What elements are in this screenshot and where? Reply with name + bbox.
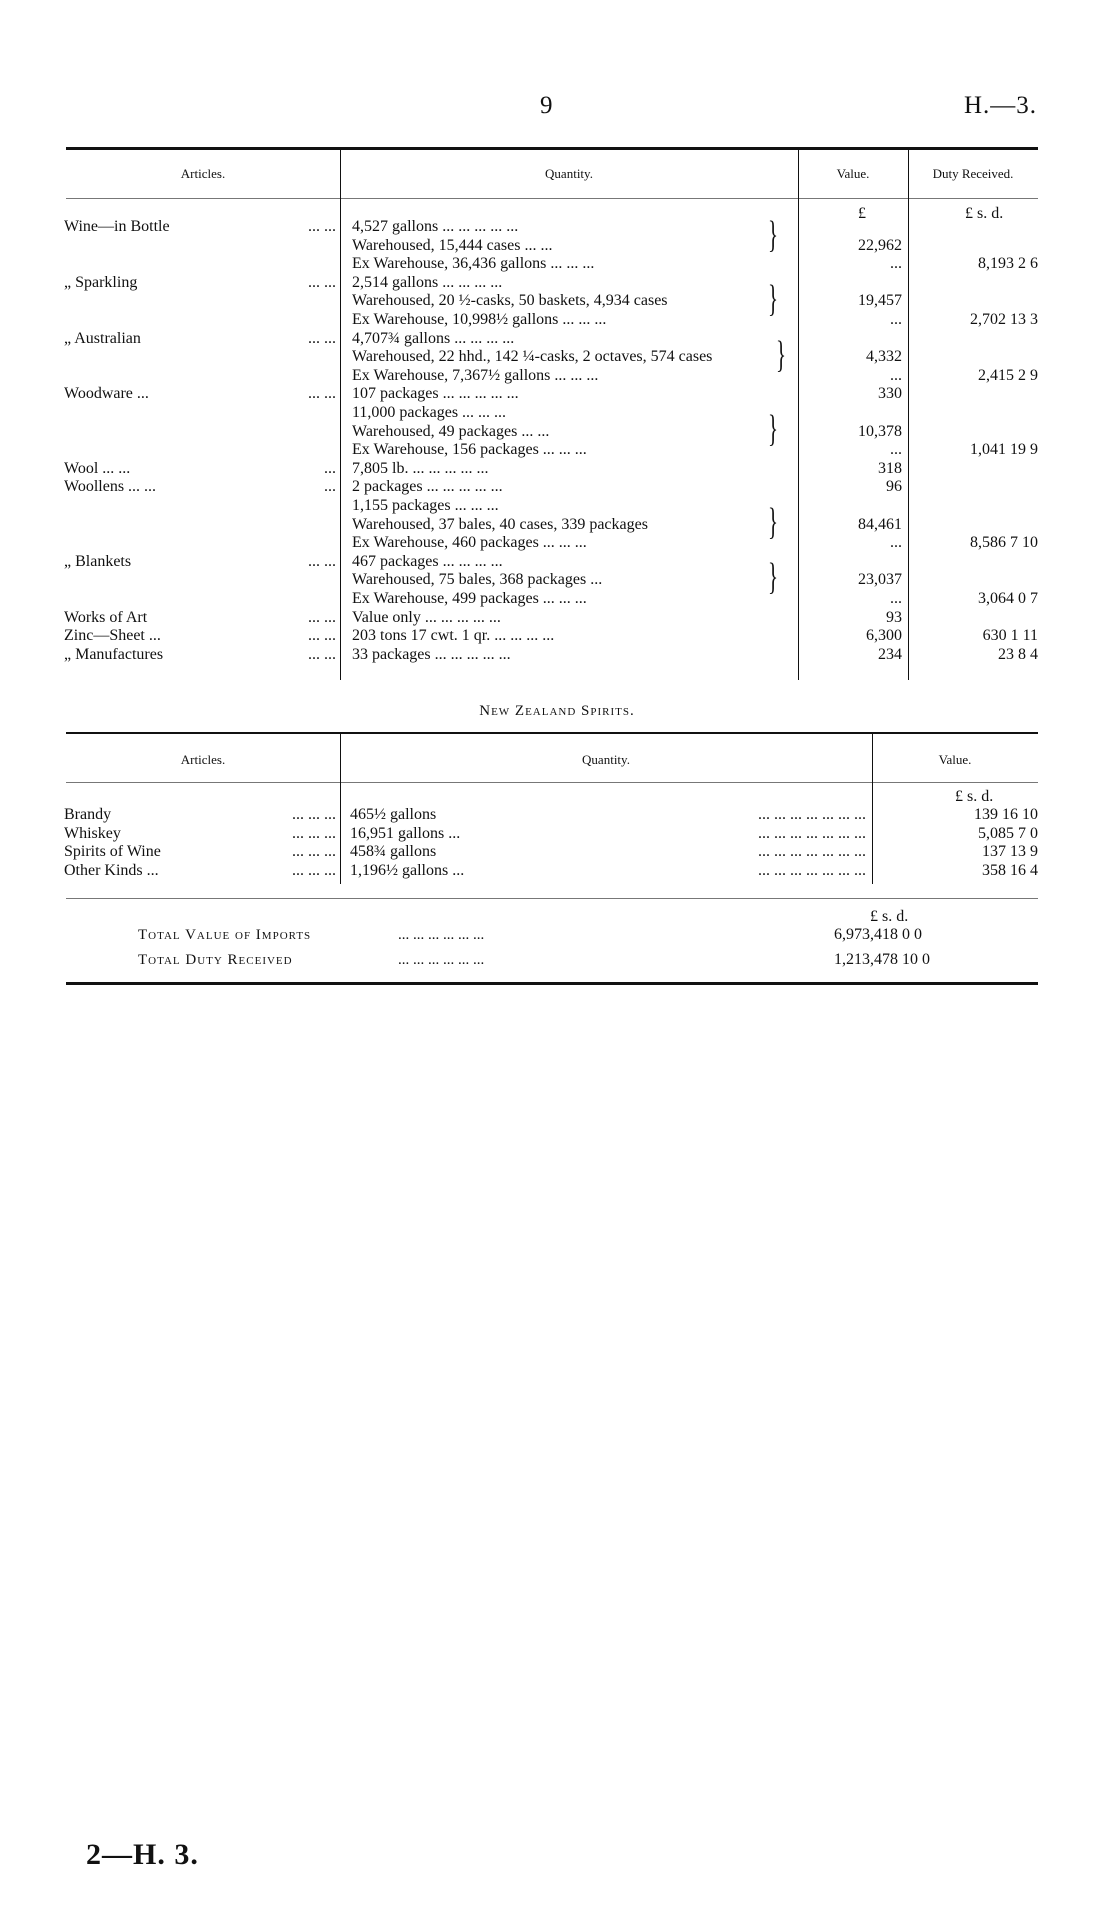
- duty-cell: 8,586 7 10: [970, 534, 1038, 551]
- total-imports-value: 6,973,418 0 0: [834, 926, 922, 943]
- article-name: „ Australian: [64, 330, 141, 347]
- quantity-cell: Warehoused, 75 bales, 368 packages ...: [352, 571, 603, 588]
- quantity-cell: Ex Warehouse, 10,998½ gallons ... ... ...: [352, 311, 607, 328]
- header-value-2: Value.: [938, 752, 972, 767]
- quantity-cell: 458¾ gallons: [350, 843, 437, 860]
- value-cell: 5,085 7 0: [978, 825, 1038, 842]
- article-name: Brandy: [64, 806, 112, 823]
- quantity-cell: 203 tons 17 cwt. 1 qr. ... ... ... ...: [352, 627, 555, 644]
- value-cell: 234: [878, 646, 902, 663]
- total-imports-label: Total Value of Imports: [138, 927, 312, 943]
- value-cell: ...: [890, 441, 902, 458]
- brace: }: [768, 556, 779, 598]
- article-name: Wool ... ...: [64, 460, 131, 477]
- value-cell: 139 16 10: [974, 806, 1038, 823]
- value-cell: 84,461: [858, 516, 902, 533]
- value-cell: 93: [886, 609, 902, 626]
- value-cell: 4,332: [866, 348, 902, 365]
- header-articles: Articles.: [180, 166, 226, 181]
- duty-unit: £ s. d.: [965, 205, 1004, 222]
- brace: }: [768, 214, 779, 256]
- article-dots: ... ...: [308, 553, 336, 570]
- value-cell: 6,300: [866, 627, 902, 644]
- total-duty-value: 1,213,478 10 0: [834, 951, 930, 968]
- header-value: Value.: [836, 166, 870, 181]
- value-cell: 137 13 9: [982, 843, 1038, 860]
- article-dots: ... ... ...: [292, 862, 336, 879]
- duty-cell: 3,064 0 7: [978, 590, 1038, 607]
- page-reference: H.—3.: [964, 92, 1038, 119]
- quantity-cell: Warehoused, 37 bales, 40 cases, 339 packages: [352, 516, 648, 533]
- value-cell: 358 16 4: [982, 862, 1038, 879]
- quantity-cell: 4,707¾ gallons ... ... ... ...: [352, 330, 515, 347]
- brace: }: [768, 501, 779, 543]
- quantity-dots: ... ... ... ... ... ... ...: [758, 806, 866, 823]
- quantity-dots: ... ... ... ... ... ... ...: [758, 843, 866, 860]
- article-dots: ...: [324, 478, 336, 495]
- duty-cell: 23 8 4: [998, 646, 1038, 663]
- article-name: Works of Art: [64, 609, 148, 626]
- article-name: Wine—in Bottle: [64, 218, 170, 235]
- header-quantity: Quantity.: [545, 166, 593, 181]
- value-cell: 23,037: [858, 571, 902, 588]
- total-duty-label: Total Duty Received: [138, 952, 293, 968]
- quantity-dots: ... ... ... ... ... ... ...: [758, 825, 866, 842]
- value-cell: ...: [890, 255, 902, 272]
- quantity-cell: Warehoused, 49 packages ... ...: [352, 423, 550, 440]
- total-imports-dots: ... ... ... ... ... ...: [398, 927, 485, 943]
- article-dots: ... ... ...: [292, 825, 336, 842]
- totals-unit: £ s. d.: [870, 908, 909, 925]
- article-name: Other Kinds ...: [64, 862, 159, 879]
- duty-cell: 630 1 11: [982, 627, 1038, 644]
- quantity-cell: Warehoused, 20 ½-casks, 50 baskets, 4,934 cases: [352, 292, 668, 309]
- article-dots: ... ...: [308, 218, 336, 235]
- value-cell: ...: [890, 311, 902, 328]
- quantity-cell: 467 packages ... ... ... ...: [352, 553, 503, 570]
- brace: }: [768, 408, 779, 450]
- brace: }: [776, 334, 787, 376]
- article-name: Woodware ...: [64, 385, 149, 402]
- quantity-cell: Ex Warehouse, 460 packages ... ... ...: [352, 534, 587, 551]
- value-cell: 10,378: [858, 423, 902, 440]
- quantity-cell: 11,000 packages ... ... ...: [352, 404, 507, 421]
- article-name: „ Sparkling: [64, 274, 138, 291]
- article-name: Woollens ... ...: [64, 478, 157, 495]
- quantity-cell: 16,951 gallons ...: [350, 825, 461, 842]
- article-dots: ... ...: [308, 274, 336, 291]
- quantity-cell: Ex Warehouse, 156 packages ... ... ...: [352, 441, 587, 458]
- value-cell: 330: [878, 385, 902, 402]
- value-cell: 19,457: [858, 292, 902, 309]
- value-cell: 318: [878, 460, 902, 477]
- header-articles-2: Articles.: [180, 752, 226, 767]
- value-cell: 96: [886, 478, 902, 495]
- quantity-cell: Ex Warehouse, 36,436 gallons ... ... ...: [352, 255, 595, 272]
- value-cell: 22,962: [858, 237, 902, 254]
- quantity-cell: Warehoused, 15,444 cases ... ...: [352, 237, 553, 254]
- quantity-cell: Ex Warehouse, 7,367½ gallons ... ... ...: [352, 367, 599, 384]
- article-dots: ... ...: [308, 646, 336, 663]
- article-name: Spirits of Wine: [64, 843, 161, 860]
- article-dots: ... ...: [308, 330, 336, 347]
- total-duty-dots: ... ... ... ... ... ...: [398, 952, 485, 968]
- quantity-cell: 107 packages ... ... ... ... ...: [352, 385, 519, 402]
- article-name: Whiskey: [64, 825, 121, 842]
- quantity-cell: 2,514 gallons ... ... ... ...: [352, 274, 503, 291]
- article-name: „ Manufactures: [64, 646, 164, 663]
- quantity-cell: 33 packages ... ... ... ... ...: [352, 646, 511, 663]
- quantity-cell: 4,527 gallons ... ... ... ... ...: [352, 218, 519, 235]
- quantity-dots: ... ... ... ... ... ... ...: [758, 862, 866, 879]
- article-dots: ... ...: [308, 627, 336, 644]
- duty-cell: 8,193 2 6: [978, 255, 1038, 272]
- article-dots: ... ...: [308, 609, 336, 626]
- duty-cell: 2,702 13 3: [970, 311, 1038, 328]
- quantity-cell: 1,196½ gallons ...: [350, 862, 465, 879]
- value-unit-2: £ s. d.: [955, 788, 994, 805]
- value-cell: ...: [890, 367, 902, 384]
- value-unit: £: [858, 205, 866, 222]
- brace: }: [768, 278, 779, 320]
- duty-cell: 2,415 2 9: [978, 367, 1038, 384]
- article-dots: ... ... ...: [292, 843, 336, 860]
- value-cell: ...: [890, 534, 902, 551]
- article-dots: ... ... ...: [292, 806, 336, 823]
- quantity-cell: 465½ gallons: [350, 806, 437, 823]
- header-quantity-2: Quantity.: [582, 752, 630, 767]
- page-number: 9: [540, 92, 553, 119]
- quantity-cell: Ex Warehouse, 499 packages ... ... ...: [352, 590, 587, 607]
- quantity-cell: Warehoused, 22 hhd., 142 ¼-casks, 2 octaves, 574 cases: [352, 348, 713, 365]
- header-duty: Duty Received.: [932, 166, 1014, 181]
- quantity-cell: Value only ... ... ... ... ...: [352, 609, 501, 626]
- value-cell: ...: [890, 590, 902, 607]
- article-dots: ...: [324, 460, 336, 477]
- section-title: New Zealand Spirits.: [479, 703, 635, 719]
- article-name: „ Blankets: [64, 553, 132, 570]
- page-footer-signature: 2—H. 3.: [86, 1838, 199, 1871]
- article-name: Zinc—Sheet ...: [64, 627, 161, 644]
- duty-cell: 1,041 19 9: [970, 441, 1038, 458]
- article-dots: ... ...: [308, 385, 336, 402]
- quantity-cell: 1,155 packages ... ... ...: [352, 497, 499, 514]
- quantity-cell: 7,805 lb. ... ... ... ... ...: [352, 460, 489, 477]
- quantity-cell: 2 packages ... ... ... ... ...: [352, 478, 503, 495]
